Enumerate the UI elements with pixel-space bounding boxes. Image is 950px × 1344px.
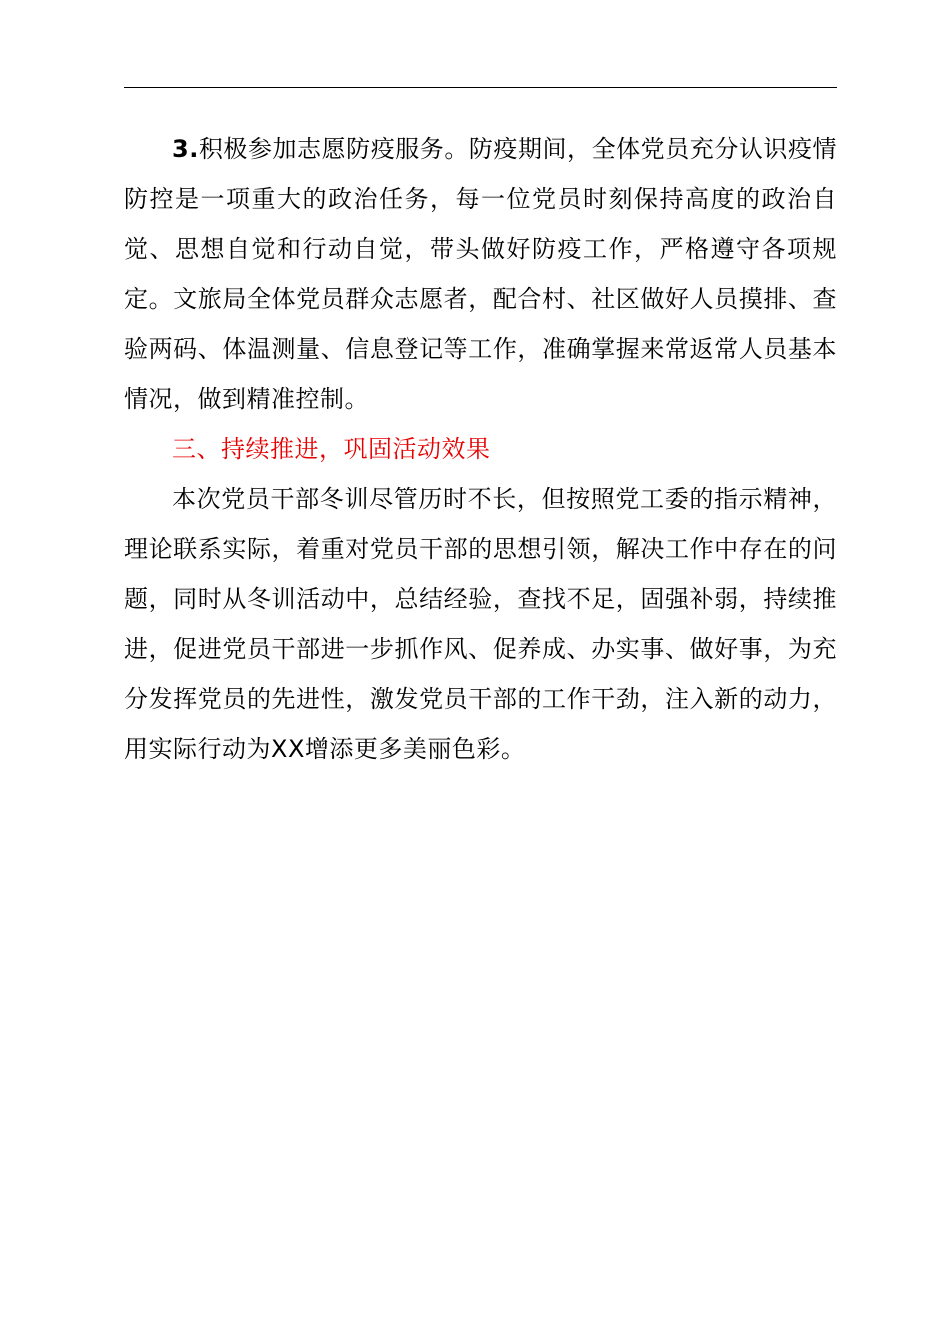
paragraph-continue-advance: 本次党员干部冬训尽管历时不长，但按照党工委的指示精神，理论联系实际，着重对党员干部的思想引领，解决工作中存在的问题，同时从冬训活动中，总结经验，查找不足，固强补弱，持续推进，促进党员干部进一步抓作风、促养成、办实事、做好事，为充分发挥党员的先进性，激发党员干部的工作干劲，注入新的动力，用实际行动为XX增添更多美丽色彩。 [124,485,837,763]
paragraph-text: 积极参加志愿防疫服务。防疫期间，全体党员充分认识疫情防控是一项重大的政治任务，每一位党员时刻保持高度的政治自觉、思想自觉和行动自觉，带头做好防疫工作，严格遵守各项规定。文旅局全体党员群众志愿者，配合村、社区做好人员摸排、查验两码、体温测量、信息登记等工作，准确掌握来常返常人员基本情况，做到精准控制。 [124,135,837,413]
document-body [124,124,837,774]
paragraph-volunteer-service [124,124,837,424]
paragraph-number: 3. [172,135,199,163]
header-rule [124,87,837,88]
section-heading: 三、持续推进，巩固活动效果 [172,435,491,463]
